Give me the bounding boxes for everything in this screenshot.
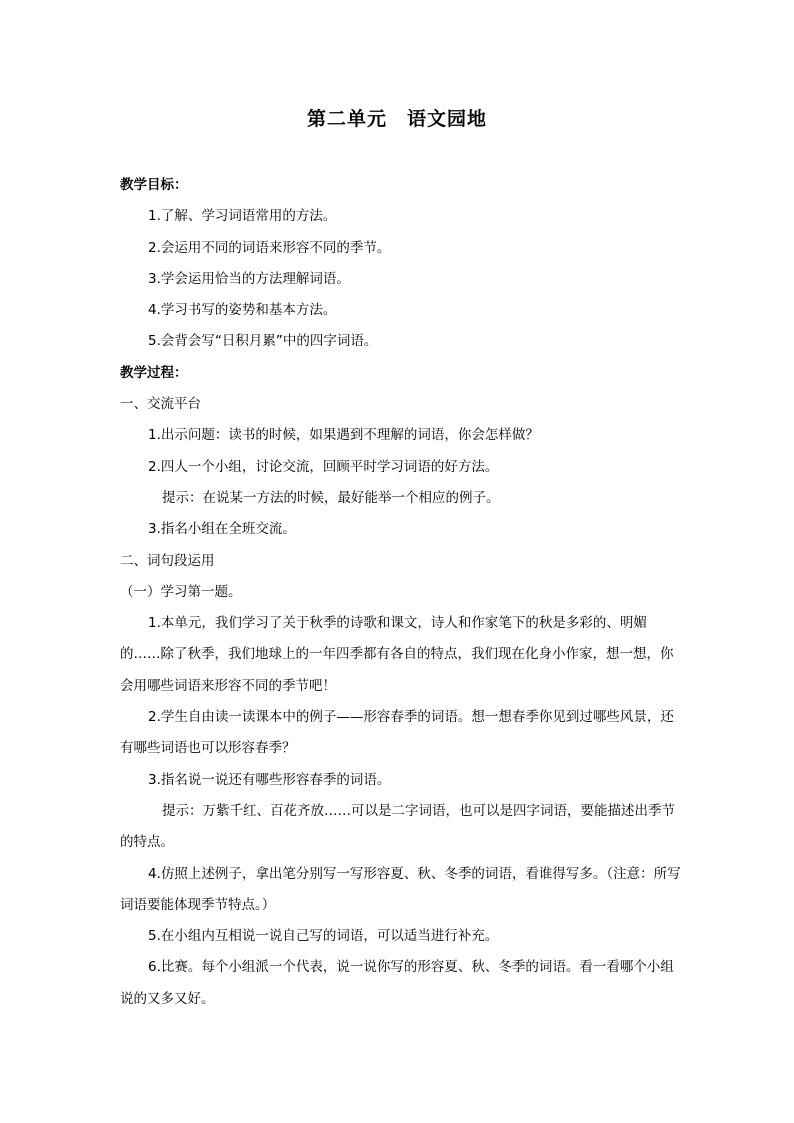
part2-step: 6.比赛。每个小组派一个代表，说一说你写的形容夏、秋、冬季的词语。看一看哪个小组说的又多又好。: [120, 959, 674, 1007]
part2-sub-heading: （一）学习第一题。: [120, 583, 242, 600]
part2-tip: 提示：万紫千红、百花齐放……可以是二字词语，也可以是四字词语，要能描述出季节的特点。: [120, 802, 675, 851]
document-body: [120, 170, 682, 1015]
goal-item: 3.学会运用恰当的方法理解词语。: [148, 270, 350, 287]
process-heading: 教学过程：: [120, 364, 188, 381]
part2-step: 4.仿照上述例子，拿出笔分别写一写形容夏、秋、冬季的词语，看谁得写多。（注意：所写词语要能体现季节特点。）: [120, 865, 681, 913]
goal-item: 5.会背会写“日积月累”中的四字词语。: [148, 333, 378, 350]
part2-heading: 二、词句段运用: [120, 552, 215, 569]
goal-item: 2.会运用不同的词语来形容不同的季节。: [148, 239, 391, 256]
part1-step: 2.四人一个小组，讨论交流，回顾平时学习词语的好方法。: [148, 458, 499, 475]
part1-step: 1.出示问题：读书的时候，如果遇到不理解的词语，你会怎样做？: [148, 427, 539, 444]
part2-step: 2.学生自由读一读课本中的例子——形容春季的词语。想一想春季你见到过哪些风景，还有哪些词语也可以形容春季？: [120, 709, 674, 757]
goals-heading: 教学目标：: [120, 177, 188, 193]
part1-tip: 提示：在说某一方法的时候，最好能举一个相应的例子。: [162, 489, 500, 506]
part2-step: 5.在小组内互相说一说自己写的词语，可以适当进行补充。: [148, 928, 499, 945]
part1-step: 3.指名小组在全班交流。: [148, 521, 296, 538]
part2-step: 1.本单元，我们学习了关于秋季的诗歌和课文，诗人和作家笔下的秋是多彩的、明媚的……除了秋季，我们地球上的一年四季都有各自的特点，我们现在化身小作家，想一想，你会用哪些词语来形容不同的季节吧！: [120, 615, 674, 694]
goal-item: 1.了解、学习词语常用的方法。: [148, 208, 337, 225]
goal-item: 4.学习书写的姿势和基本方法。: [148, 302, 337, 319]
part1-heading: 一、交流平台: [120, 396, 201, 413]
part2-step: 3.指名说一说还有哪些形容春季的词语。: [148, 771, 391, 788]
page-title: 第二单元 语文园地: [306, 108, 487, 130]
